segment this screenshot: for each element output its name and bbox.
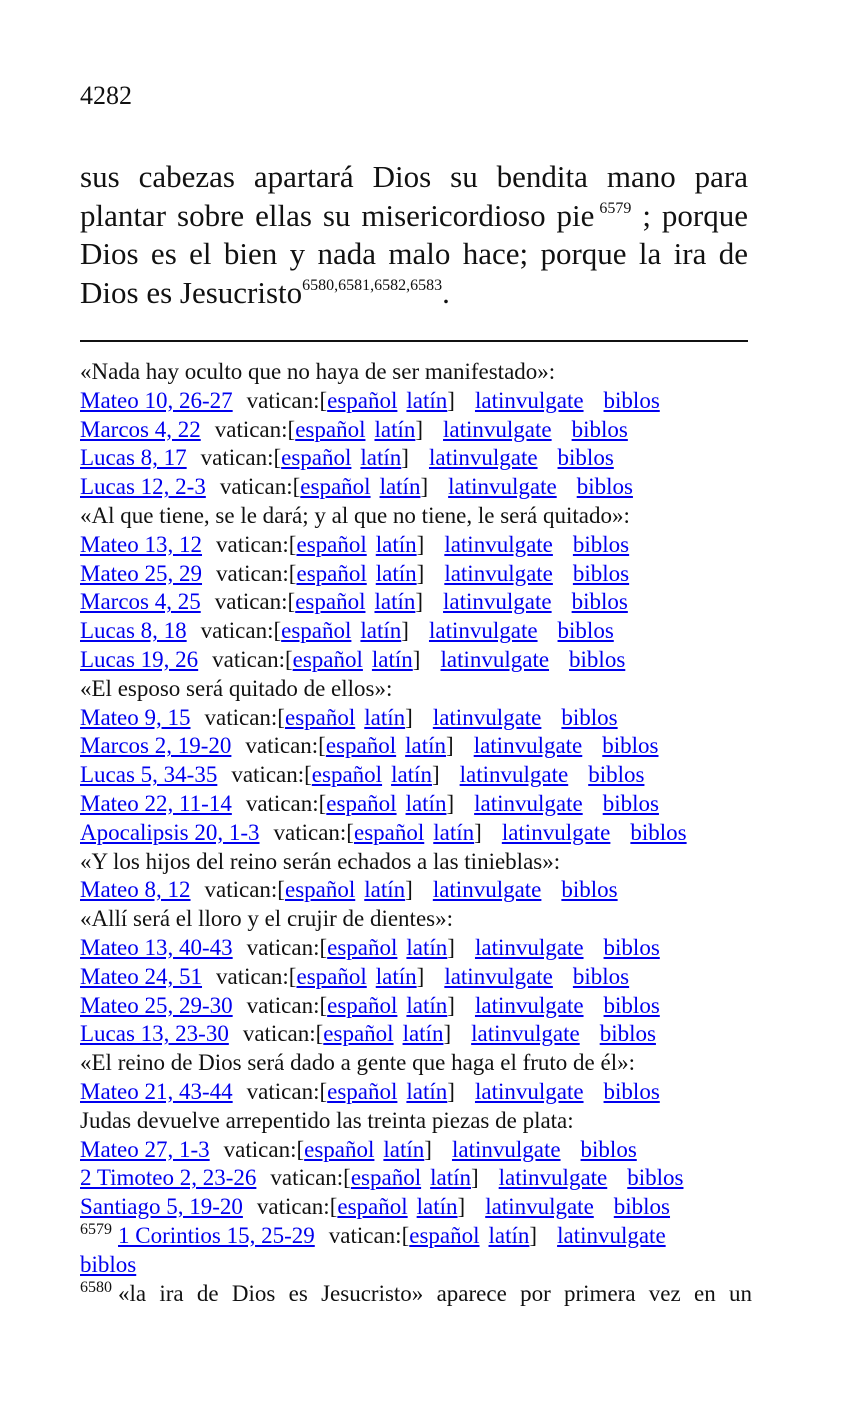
biblos-link[interactable]: biblos — [557, 618, 614, 644]
section-heading: «Y los hijos del reino serán echados a las tinieblas»: — [80, 848, 561, 874]
footnote-6579-continued — [80, 1251, 752, 1280]
close-bracket: ] — [416, 531, 425, 557]
bible-reference-link[interactable]: Santiago 5, 19-20 — [80, 1194, 243, 1220]
espanol-link[interactable]: español — [296, 531, 367, 557]
biblos-link[interactable]: biblos — [588, 762, 645, 788]
vatican-prefix: vatican:[ — [204, 877, 285, 903]
close-bracket: ] — [424, 1136, 432, 1162]
close-bracket: ] — [529, 1222, 538, 1248]
bible-reference-link[interactable]: Marcos 4, 25 — [80, 589, 201, 615]
latinvulgate-link[interactable]: latinvulgate — [557, 1222, 666, 1248]
close-bracket: ] — [431, 762, 440, 788]
latin-link[interactable]: latín — [374, 589, 416, 615]
latin-link[interactable]: latín — [406, 934, 448, 960]
reference-row — [80, 876, 752, 905]
vatican-prefix: vatican:[ — [231, 762, 312, 788]
bible-reference-link[interactable]: Mateo 8, 12 — [80, 877, 191, 903]
latinvulgate-link[interactable]: latinvulgate — [443, 589, 552, 615]
espanol-link[interactable]: español — [295, 416, 366, 442]
close-bracket: ] — [457, 1194, 466, 1220]
latin-link[interactable]: latín — [406, 1078, 448, 1104]
main-paragraph — [80, 158, 748, 312]
espanol-link[interactable]: español — [353, 819, 425, 845]
espanol-link[interactable]: español — [350, 1165, 422, 1191]
bible-reference-link[interactable]: 2 Timoteo 2, 23-26 — [80, 1165, 257, 1191]
biblos-link[interactable]: biblos — [571, 416, 628, 442]
reference-row — [80, 1020, 752, 1049]
latinvulgate-link[interactable]: latinvulgate — [444, 560, 553, 586]
close-bracket: ] — [447, 992, 455, 1018]
vatican-prefix: vatican:[ — [328, 1222, 410, 1248]
close-bracket: ] — [447, 387, 455, 413]
vatican-prefix: vatican:[ — [223, 1136, 305, 1162]
reference-row — [80, 761, 752, 790]
bible-reference-link[interactable]: Marcos 2, 19-20 — [80, 733, 232, 759]
espanol-link[interactable]: español — [327, 934, 398, 960]
biblos-link[interactable]: biblos — [80, 1251, 137, 1277]
latinvulgate-link[interactable]: latinvulgate — [474, 934, 584, 960]
latinvulgate-link[interactable]: latinvulgate — [432, 704, 542, 730]
espanol-link[interactable]: español — [284, 877, 356, 903]
vatican-prefix: vatican:[ — [246, 992, 328, 1018]
close-bracket: ] — [420, 474, 429, 500]
main-text-part-3: . — [442, 274, 450, 310]
espanol-link[interactable]: español — [304, 1136, 375, 1162]
latin-link[interactable]: latín — [405, 790, 447, 816]
latin-link[interactable]: latín — [371, 646, 413, 672]
section-heading: «El esposo será quitado de ellos»: — [80, 675, 393, 701]
espanol-link[interactable]: español — [323, 1021, 394, 1047]
espanol-link[interactable]: español — [327, 387, 398, 413]
reference-row — [80, 473, 752, 502]
latinvulgate-link[interactable]: latinvulgate — [451, 1136, 561, 1162]
biblos-link[interactable]: biblos — [613, 1194, 671, 1220]
footnote-divider — [80, 340, 748, 342]
espanol-link[interactable]: español — [409, 1222, 480, 1248]
close-bracket: ] — [405, 877, 413, 903]
vatican-prefix: vatican:[ — [246, 1078, 328, 1104]
latinvulgate-link[interactable]: latinvulgate — [474, 1078, 584, 1104]
bible-reference-link[interactable]: Mateo 25, 29-30 — [80, 992, 233, 1018]
close-bracket: ] — [415, 416, 424, 442]
biblos-link[interactable]: biblos — [627, 1165, 684, 1191]
reference-row — [80, 992, 752, 1021]
espanol-link[interactable]: español — [296, 963, 367, 989]
close-bracket: ] — [405, 704, 413, 730]
latin-link[interactable]: latín — [364, 877, 406, 903]
biblos-link[interactable]: biblos — [599, 1021, 656, 1047]
vatican-prefix: vatican:[ — [216, 531, 297, 557]
biblos-link[interactable]: biblos — [602, 790, 659, 816]
page-number: 4282 — [80, 81, 132, 110]
biblos-link[interactable]: biblos — [561, 877, 618, 903]
reference-row — [80, 1193, 752, 1222]
reference-row — [80, 1164, 752, 1193]
latin-link[interactable]: latín — [374, 416, 416, 442]
espanol-link[interactable]: español — [292, 646, 363, 672]
latinvulgate-link[interactable]: latinvulgate — [474, 992, 584, 1018]
close-bracket: ] — [401, 445, 409, 471]
vatican-prefix: vatican:[ — [219, 474, 301, 500]
latin-link[interactable]: latín — [488, 1222, 530, 1248]
bible-reference-link[interactable]: Lucas 19, 26 — [80, 646, 199, 672]
reference-row — [80, 790, 752, 819]
close-bracket: ] — [416, 560, 425, 586]
footnote-number: 6579 — [80, 1220, 112, 1238]
bible-reference-link[interactable]: Lucas 5, 34-35 — [80, 762, 218, 788]
reference-row — [80, 732, 752, 761]
latin-link[interactable]: latín — [406, 387, 448, 413]
bible-reference-link[interactable]: Mateo 25, 29 — [80, 560, 203, 586]
close-bracket: ] — [471, 1165, 479, 1191]
close-bracket: ] — [447, 934, 455, 960]
footnote-number: 6580 — [80, 1278, 112, 1296]
footnote-6579 — [80, 1222, 752, 1251]
biblos-link[interactable]: biblos — [569, 646, 626, 672]
bible-reference-link[interactable]: Mateo 13, 40-43 — [80, 934, 233, 960]
latin-link[interactable]: latín — [433, 819, 475, 845]
bible-reference-link[interactable]: Mateo 24, 51 — [80, 963, 203, 989]
vatican-prefix: vatican:[ — [214, 416, 296, 442]
reference-row — [80, 704, 752, 733]
latin-link[interactable]: latín — [383, 1136, 425, 1162]
vatican-prefix: vatican:[ — [256, 1194, 338, 1220]
bible-reference-link[interactable]: Mateo 10, 26-27 — [80, 387, 233, 413]
biblos-link[interactable]: biblos — [603, 1078, 660, 1104]
latin-link[interactable]: latín — [391, 762, 432, 788]
reference-row — [80, 387, 752, 416]
biblos-link[interactable]: biblos — [561, 704, 618, 730]
reference-row — [80, 560, 752, 589]
reference-sections — [80, 358, 752, 1222]
bible-reference-link[interactable]: Mateo 13, 12 — [80, 531, 203, 557]
espanol-link[interactable]: español — [311, 762, 383, 788]
biblos-link[interactable]: biblos — [580, 1136, 637, 1162]
bible-reference-link[interactable]: Mateo 21, 43-44 — [80, 1078, 233, 1104]
footnote-text: «la ira de Dios es Jesucristo» aparece por primera vez en un — [118, 1280, 752, 1306]
latin-link[interactable]: latín — [375, 560, 417, 586]
vatican-prefix: vatican:[ — [273, 819, 354, 845]
bible-reference-link[interactable]: Marcos 4, 22 — [80, 416, 201, 442]
vatican-prefix: vatican:[ — [216, 560, 297, 586]
reference-row — [80, 934, 752, 963]
biblos-link[interactable]: biblos — [572, 531, 630, 557]
latin-link[interactable]: latín — [406, 992, 448, 1018]
biblos-link[interactable]: biblos — [557, 445, 614, 471]
biblos-link[interactable]: biblos — [603, 934, 660, 960]
bible-reference-link[interactable]: Mateo 27, 1-3 — [80, 1136, 210, 1162]
espanol-link[interactable]: español — [296, 560, 367, 586]
close-bracket: ] — [447, 1078, 455, 1104]
latin-link[interactable]: latín — [402, 1021, 444, 1047]
biblos-link[interactable]: biblos — [576, 474, 633, 500]
latin-link[interactable]: latín — [375, 963, 417, 989]
reference-row — [80, 588, 752, 617]
latin-link[interactable]: latín — [405, 733, 447, 759]
section-heading: «Nada hay oculto que no haya de ser manifestado»: — [80, 359, 556, 384]
vatican-prefix: vatican:[ — [200, 445, 282, 471]
latinvulgate-link[interactable]: latinvulgate — [448, 474, 557, 500]
latinvulgate-link[interactable]: latinvulgate — [444, 963, 553, 989]
vatican-prefix: vatican:[ — [242, 1021, 324, 1047]
bible-reference-link[interactable]: Apocalipsis 20, 1-3 — [80, 819, 260, 845]
vatican-prefix: vatican:[ — [204, 704, 285, 730]
espanol-link[interactable]: español — [295, 589, 366, 615]
reference-row — [80, 819, 752, 848]
latin-link[interactable]: latín — [379, 474, 421, 500]
close-bracket: ] — [415, 589, 424, 615]
latin-link[interactable]: latín — [360, 618, 402, 644]
latinvulgate-link[interactable]: latinvulgate — [474, 790, 583, 816]
latinvulgate-link[interactable]: latinvulgate — [459, 762, 569, 788]
biblos-link[interactable]: biblos — [603, 992, 660, 1018]
espanol-link[interactable]: español — [337, 1194, 408, 1220]
reference-row — [80, 531, 752, 560]
vatican-prefix: vatican:[ — [200, 618, 282, 644]
vatican-prefix: vatican:[ — [245, 790, 327, 816]
biblos-link[interactable]: biblos — [603, 387, 660, 413]
espanol-link[interactable]: español — [300, 474, 371, 500]
main-text-part-2: ; porque Dios es el bien y nada malo hace; porque la ira de Dios es Jesucristo — [80, 197, 749, 310]
latin-link[interactable]: latín — [360, 445, 402, 471]
footnote-reference-link[interactable]: 1 Corintios 15, 25-29 — [118, 1222, 315, 1248]
latinvulgate-link[interactable]: latinvulgate — [473, 733, 583, 759]
reference-row — [80, 1136, 752, 1165]
latinvulgate-link[interactable]: latinvulgate — [471, 1021, 580, 1047]
espanol-link[interactable]: español — [327, 992, 398, 1018]
latinvulgate-link[interactable]: latinvulgate — [428, 618, 538, 644]
bible-reference-link[interactable]: Lucas 12, 2-3 — [80, 474, 206, 500]
espanol-link[interactable]: español — [281, 618, 352, 644]
latinvulgate-link[interactable]: latinvulgate — [474, 387, 584, 413]
main-text-part-1: sus cabezas apartará Dios su bendita mano para plantar sobre ellas su misericordioso pie — [80, 159, 748, 233]
latin-link[interactable]: latín — [416, 1194, 458, 1220]
espanol-link[interactable]: español — [326, 790, 397, 816]
vatican-prefix: vatican:[ — [216, 963, 297, 989]
bible-reference-link[interactable]: Mateo 9, 15 — [80, 704, 191, 730]
biblos-link[interactable]: biblos — [571, 589, 628, 615]
close-bracket: ] — [446, 733, 454, 759]
vatican-prefix: vatican:[ — [212, 646, 293, 672]
section-heading: «Allí será el lloro y el crujir de dientes»: — [80, 906, 453, 932]
vatican-prefix: vatican:[ — [246, 387, 328, 413]
bible-reference-link[interactable]: Lucas 13, 23-30 — [80, 1021, 229, 1047]
latin-link[interactable]: latín — [364, 704, 406, 730]
close-bracket: ] — [446, 790, 455, 816]
vatican-prefix: vatican:[ — [270, 1165, 351, 1191]
section-heading: «El reino de Dios será dado a gente que haga el fruto de él»: — [80, 1050, 635, 1076]
biblos-link[interactable]: biblos — [572, 963, 630, 989]
section-heading: «Al que tiene, se le dará; y al que no tiene, le será quitado»: — [80, 502, 630, 528]
footnotes-area — [80, 358, 752, 1308]
reference-row — [80, 416, 752, 445]
footnote-ref-6580-6583[interactable]: 6580,6581,6582,6583 — [302, 276, 443, 294]
vatican-prefix: vatican:[ — [246, 934, 328, 960]
reference-row — [80, 1078, 752, 1107]
close-bracket: ] — [412, 646, 421, 672]
espanol-link[interactable]: español — [327, 1078, 398, 1104]
biblos-link[interactable]: biblos — [630, 819, 687, 845]
latinvulgate-link[interactable]: latinvulgate — [498, 1165, 608, 1191]
latin-link[interactable]: latín — [430, 1165, 471, 1191]
bible-reference-link[interactable]: Lucas 8, 17 — [80, 445, 187, 471]
bible-reference-link[interactable]: Mateo 22, 11-14 — [80, 790, 232, 816]
reference-row — [80, 963, 752, 992]
latinvulgate-link[interactable]: latinvulgate — [432, 877, 542, 903]
reference-row — [80, 646, 752, 675]
latinvulgate-link[interactable]: latinvulgate — [443, 416, 552, 442]
vatican-prefix: vatican:[ — [245, 733, 326, 759]
latinvulgate-link[interactable]: latinvulgate — [444, 531, 553, 557]
latinvulgate-link[interactable]: latinvulgate — [501, 819, 611, 845]
biblos-link[interactable]: biblos — [572, 560, 630, 586]
latin-link[interactable]: latín — [375, 531, 417, 557]
close-bracket: ] — [401, 618, 409, 644]
reference-row — [80, 617, 752, 646]
latinvulgate-link[interactable]: latinvulgate — [485, 1194, 594, 1220]
close-bracket: ] — [474, 819, 482, 845]
vatican-prefix: vatican:[ — [214, 589, 296, 615]
latinvulgate-link[interactable]: latinvulgate — [440, 646, 550, 672]
espanol-link[interactable]: español — [281, 445, 352, 471]
latinvulgate-link[interactable]: latinvulgate — [428, 445, 538, 471]
bible-reference-link[interactable]: Lucas 8, 18 — [80, 618, 187, 644]
footnote-6580 — [80, 1280, 752, 1309]
footnote-ref-6579[interactable]: 6579 — [599, 199, 632, 217]
espanol-link[interactable]: español — [325, 733, 397, 759]
reference-row — [80, 444, 752, 473]
espanol-link[interactable]: español — [284, 704, 356, 730]
section-heading: Judas devuelve arrepentido las treinta piezas de plata: — [80, 1107, 574, 1133]
biblos-link[interactable]: biblos — [602, 733, 659, 759]
close-bracket: ] — [416, 963, 425, 989]
close-bracket: ] — [443, 1021, 452, 1047]
